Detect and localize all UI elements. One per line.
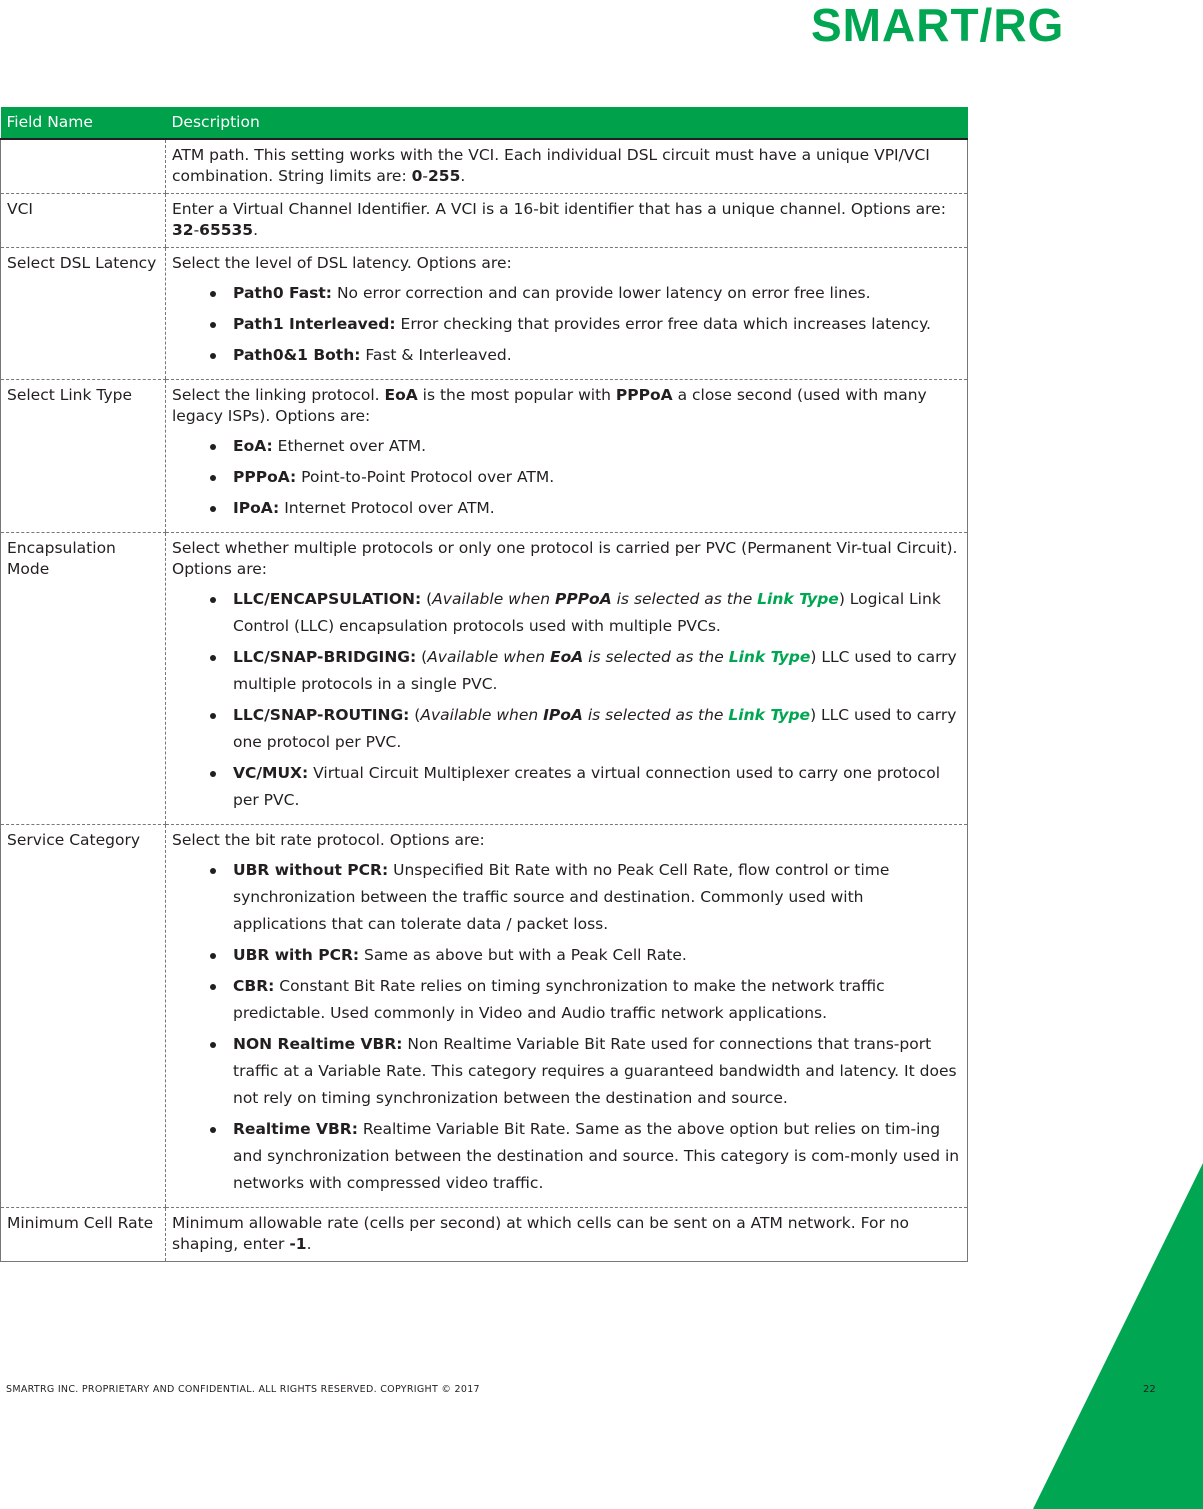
- description-cell: [166, 825, 968, 1208]
- field-name-cell: [1, 139, 166, 194]
- list-item: EoA: Ethernet over ATM.: [233, 433, 961, 460]
- field-name-cell: Service Category: [1, 825, 166, 1208]
- column-header-field-name: Field Name: [1, 107, 166, 139]
- table-row: [1, 248, 968, 380]
- table-row: [1, 139, 968, 194]
- field-name-cell: Select DSL Latency: [1, 248, 166, 380]
- description-cell: Minimum allowable rate (cells per second) at which cells can be sent on a ATM network. For no shaping, enter -1.: [166, 1208, 968, 1262]
- field-description-table: [0, 107, 968, 1262]
- smartrg-logo: SMART/RG: [811, 0, 1065, 51]
- link-type-link[interactable]: Link Type: [728, 648, 811, 666]
- list-item: LLC/ENCAPSULATION: (Available when PPPoA is selected as the Link Type) Logical Link Control (LLC) encapsulation protocols used with multiple PVCs.: [233, 586, 961, 640]
- options-list: [172, 280, 961, 369]
- list-item: UBR without PCR: Unspecified Bit Rate with no Peak Cell Rate, flow control or time synchronization between the traffic source and destination. Commonly used with applications that can tolerate data / packet loss.: [233, 857, 961, 938]
- field-name-cell: Encapsulation Mode: [1, 533, 166, 825]
- list-item: Path1 Interleaved: Error checking that provides error free data which increases latency.: [233, 311, 961, 338]
- list-item: UBR with PCR: Same as above but with a Peak Cell Rate.: [233, 942, 961, 969]
- description-cell: [166, 533, 968, 825]
- list-item: IPoA: Internet Protocol over ATM.: [233, 495, 961, 522]
- link-type-link[interactable]: Link Type: [728, 706, 811, 724]
- description-intro: Select the level of DSL latency. Options are:: [172, 254, 512, 272]
- list-item: PPPoA: Point-to-Point Protocol over ATM.: [233, 464, 961, 491]
- table-row: [1, 194, 968, 248]
- list-item: Path0&1 Both: Fast & Interleaved.: [233, 342, 961, 369]
- column-header-description: Description: [166, 107, 968, 139]
- list-item: LLC/SNAP-BRIDGING: (Available when EoA is selected as the Link Type) LLC used to carry multiple protocols in a single PVC.: [233, 644, 961, 698]
- list-item: VC/MUX: Virtual Circuit Multiplexer creates a virtual connection used to carry one protocol per PVC.: [233, 760, 961, 814]
- options-list: [172, 433, 961, 522]
- description-intro: Select whether multiple protocols or only one protocol is carried per PVC (Permanent Vir-tual Circuit). Options are:: [172, 539, 958, 578]
- page-number: 22: [1143, 1384, 1156, 1395]
- description-cell: [166, 248, 968, 380]
- link-type-link[interactable]: Link Type: [757, 590, 839, 608]
- list-item: NON Realtime VBR: Non Realtime Variable Bit Rate used for connections that trans-port traffic at a Variable Rate. This category requires a guaranteed bandwidth and latency. It does not rely on timing synchronization between the destination and source.: [233, 1031, 961, 1112]
- table-row: [1, 825, 968, 1208]
- table-row: [1, 380, 968, 533]
- list-item: Path0 Fast: No error correction and can provide lower latency on error free lines.: [233, 280, 961, 307]
- list-item: CBR: Constant Bit Rate relies on timing synchronization to make the network traffic predictable. Used commonly in Video and Audio traffic network applications.: [233, 973, 961, 1027]
- list-item: LLC/SNAP-ROUTING: (Available when IPoA is selected as the Link Type) LLC used to carry one protocol per PVC.: [233, 702, 961, 756]
- field-name-cell: VCI: [1, 194, 166, 248]
- description-intro: Select the linking protocol. EoA is the most popular with PPPoA a close second (used with many legacy ISPs). Options are:: [172, 386, 927, 425]
- description-cell: [166, 380, 968, 533]
- field-name-cell: Select Link Type: [1, 380, 166, 533]
- footer-copyright: SMARTRG INC. PROPRIETARY AND CONFIDENTIAL. ALL RIGHTS RESERVED. COPYRIGHT © 2017: [6, 1384, 480, 1395]
- table-row: [1, 1208, 968, 1262]
- options-list: [172, 857, 961, 1197]
- description-cell: Enter a Virtual Channel Identifier. A VCI is a 16-bit identifier that has a unique channel. Options are: 32-65535.: [166, 194, 968, 248]
- list-item: Realtime VBR: Realtime Variable Bit Rate. Same as the above option but relies on tim-ing and synchronization between the destination and source. This category is com-monly used in networks with compressed video traffic.: [233, 1116, 961, 1197]
- table-row: [1, 533, 968, 825]
- options-list: [172, 586, 961, 814]
- table-header-row: [1, 107, 968, 139]
- field-name-cell: Minimum Cell Rate: [1, 1208, 166, 1262]
- description-cell: ATM path. This setting works with the VCI. Each individual DSL circuit must have a unique VPI/VCI combination. String limits are: 0-255.: [166, 139, 968, 194]
- description-intro: Select the bit rate protocol. Options are:: [172, 831, 485, 849]
